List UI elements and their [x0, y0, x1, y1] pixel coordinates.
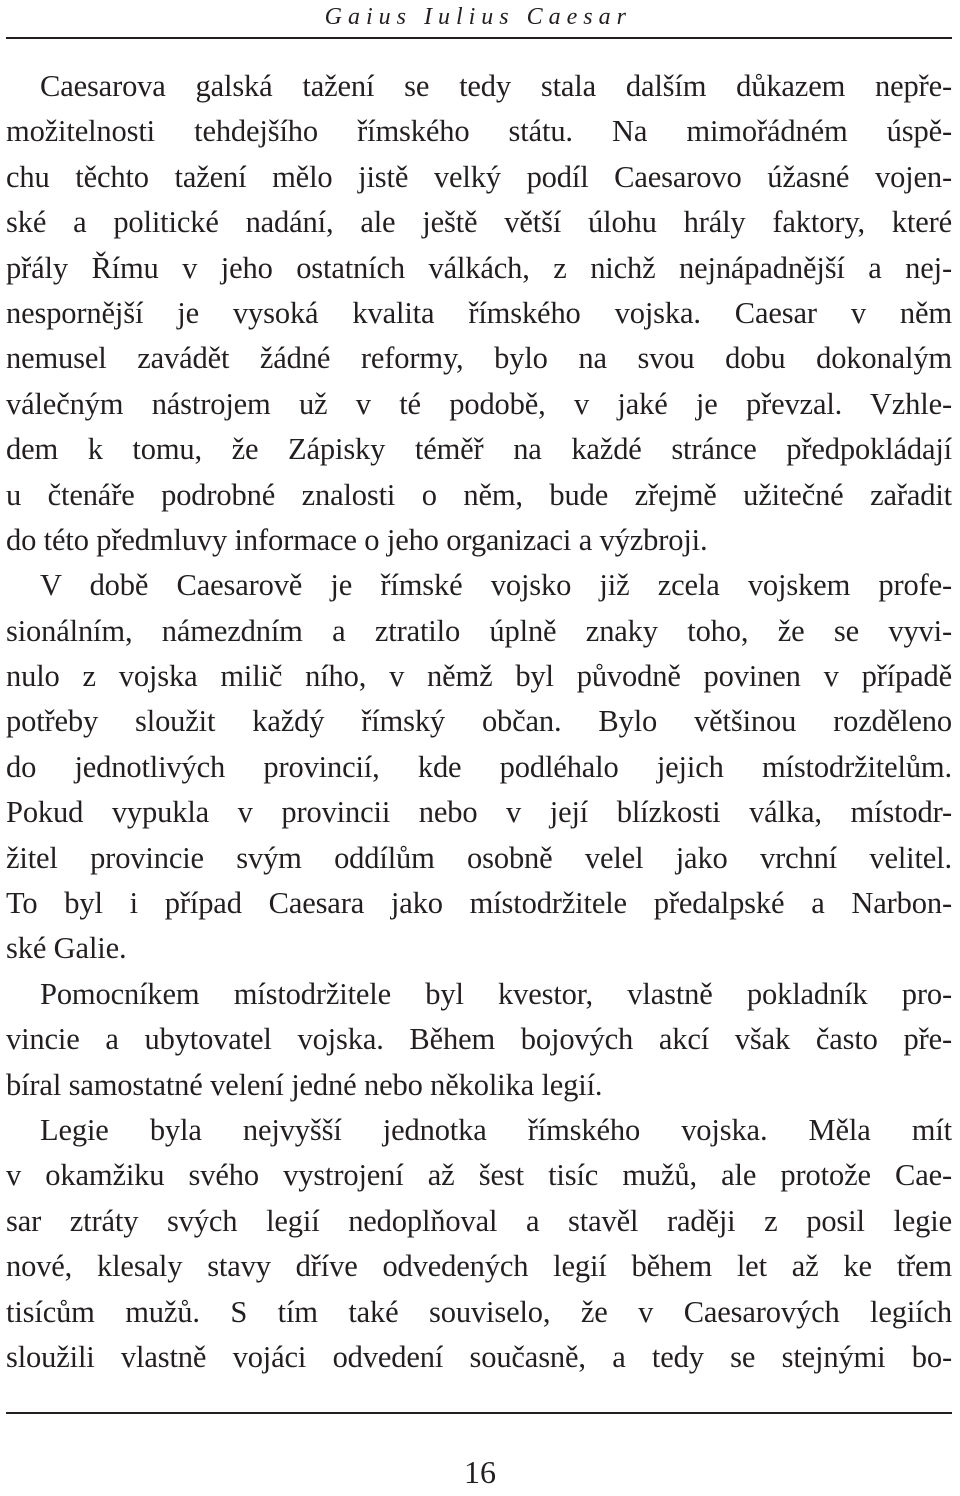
text-line: válečným nástrojem už v té podobě, v jaké je převzal. Vzhle-	[6, 386, 952, 421]
text-line: ské Galie.	[6, 931, 127, 966]
running-head-title: Gaius Iulius Caesar	[324, 4, 632, 30]
text-line: tisícům mužů. S tím také souviselo, že v Caesarových legiích	[6, 1294, 952, 1329]
text-line: žitel provincie svým oddílům osobně velel jako vrchní velitel.	[6, 840, 952, 875]
text-line: do této předmluvy informace o jeho organizaci a výzbroji.	[6, 522, 708, 557]
text-line: nulo z vojska milič ního, v němž byl původně povinen v případě	[6, 659, 952, 694]
text-line: bíral samostatné velení jedné nebo několika legií.	[6, 1067, 603, 1102]
text-line: Caesarova galská tažení se tedy stala dalším důkazem nepře-	[40, 69, 952, 103]
text-line: sar ztráty svých legií nedoplňoval a stavěl raději z posil legie	[6, 1203, 952, 1238]
page-number: 16	[464, 1454, 496, 1490]
footer-rule	[6, 1412, 952, 1414]
text-line: do jednotlivých provincií, kde podléhalo jejich místodržitelům.	[6, 749, 952, 784]
text-line: Legie byla nejvyšší jednotka římského vojska. Měla mít	[40, 1112, 952, 1147]
text-line: Pokud vypukla v provincii nebo v její blízkosti válka, místodr-	[6, 795, 952, 830]
header-rule	[6, 37, 952, 39]
text-line: vincie a ubytovatel vojska. Během bojových akcí však často pře-	[6, 1022, 952, 1057]
text-line: přály Římu v jeho ostatních válkách, z nichž nejnápadnější a nej-	[6, 250, 952, 285]
text-line: chu těchto tažení mělo jistě velký podíl Caesarovo úžasné vojen-	[6, 159, 952, 194]
text-line: v okamžiku svého vystrojení až šest tisíc mužů, ale protože Cae-	[6, 1158, 952, 1193]
text-line: u čtenáře podrobné znalosti o něm, bude zřejmě užitečné zařadit	[6, 477, 952, 512]
text-line: ské a politické nadání, ale ještě větší úlohu hrály faktory, které	[6, 205, 952, 240]
text-line: To byl i případ Caesara jako místodržitele předalpské a Narbon-	[6, 886, 952, 921]
text-line: potřeby sloužit každý římský občan. Bylo většinou rozděleno	[6, 704, 952, 739]
text-line: sionálním, námezdním a ztratilo úplně znaky toho, že se vyvi-	[6, 613, 952, 648]
text-line: možitelnosti tehdejšího římského státu. Na mimořádném úspě-	[6, 114, 952, 149]
text-line: nemusel zavádět žádné reformy, bylo na svou dobu dokonalým	[6, 341, 952, 376]
text-line: V době Caesarově je římské vojsko již zcela vojskem profe-	[40, 568, 952, 603]
text-line: sloužili vlastně vojáci odvedení současně, a tedy se stejnými bo-	[6, 1339, 952, 1374]
text-line: dem k tomu, že Zápisky téměř na každé stránce předpokládají	[6, 432, 952, 467]
body-text	[6, 64, 952, 1380]
text-line: nové, klesaly stavy dříve odvedených legií během let až ke třem	[6, 1249, 952, 1284]
text-line: Pomocníkem místodržitele byl kvestor, vlastně pokladník pro-	[40, 976, 952, 1011]
text-line: nespornější je vysoká kvalita římského vojska. Caesar v něm	[6, 295, 952, 330]
